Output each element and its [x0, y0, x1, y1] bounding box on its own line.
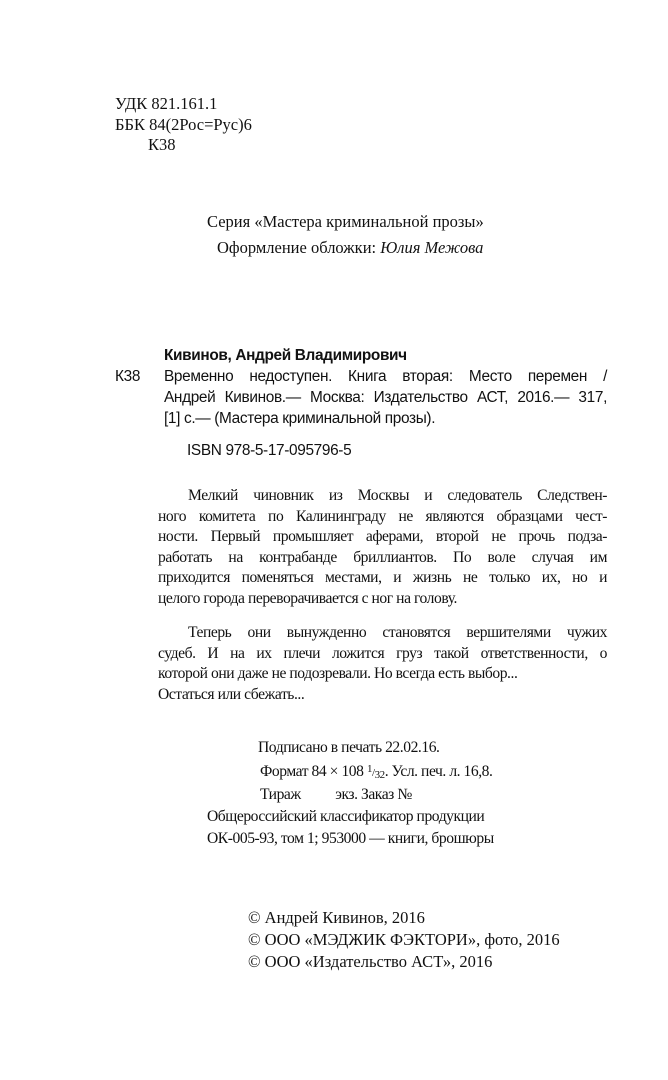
udk-code: УДК 821.161.1 — [115, 94, 218, 113]
annotation-line: Теперь они вынужденно становятся вершителями чужих — [188, 624, 607, 641]
format-slash: / — [372, 766, 375, 779]
cover-label: Оформление обложки: — [217, 237, 381, 257]
annotation-line: Остаться или сбежать... — [158, 685, 305, 703]
print-block — [258, 738, 492, 806]
copyright-line: © ООО «Издательство АСТ», 2016 — [248, 952, 493, 971]
copyright-line: © Андрей Кивинов, 2016 — [248, 908, 425, 927]
bib-line-2: Андрей Кивинов.— Москва: Издательство АСТ, 2016.— 317, — [164, 389, 607, 406]
classification-codes — [115, 94, 252, 156]
format-prefix: Формат 84 × 108 — [260, 762, 367, 780]
annotation-line: Мелкий чиновник из Москвы и следователь Следствен- — [188, 487, 607, 504]
format-suffix: . Усл. печ. л. 16,8. — [384, 762, 493, 780]
bib-entry — [115, 366, 607, 429]
bibliographic-block — [115, 345, 607, 461]
annotation-paragraph-2 — [158, 623, 607, 705]
format-fraction — [366, 762, 385, 781]
format-line — [258, 759, 492, 786]
format-num: 1 — [366, 762, 373, 775]
annotation-line: ного комитета по Калининграду не являются образцами чест- — [158, 507, 607, 525]
series-block — [207, 212, 484, 258]
bib-line-1: Временно недоступен. Книга вторая: Место перемен / — [164, 368, 607, 385]
annotation-line: ности. Первый промышляет аферами, второй не прочь подза- — [158, 528, 607, 545]
cover-artist: Юлия Межова — [380, 237, 484, 257]
classifier-line-2: ОК-005-93, том 1; 953000 — книги, брошюры — [207, 829, 494, 847]
annotation-line: целого города переворачивается с ног на голову. — [158, 589, 457, 607]
copyright-line: © ООО «МЭДЖИК ФЭКТОРИ», фото, 2016 — [248, 930, 560, 949]
print-run: Тираж экз. Заказ № — [260, 786, 412, 803]
bib-text — [164, 366, 607, 429]
copyright-block — [248, 907, 560, 973]
classifier-block — [207, 807, 494, 849]
annotation-line: которой они даже не подозревали. Но всегда есть выбор... — [158, 665, 518, 682]
annotation-line: приходится поменяться местами, и жизнь не только их, но и — [158, 569, 607, 586]
annotation-line: судеб. И на их плечи ложится груз такой ответственности, о — [158, 644, 607, 662]
isbn: ISBN 978-5-17-095796-5 — [187, 442, 352, 459]
bib-author: Кивинов, Андрей Владимирович — [164, 347, 407, 364]
bib-line-3: [1] с.— (Мастера криминальной прозы). — [164, 410, 436, 427]
signed-date: Подписано в печать 22.02.16. — [258, 739, 440, 756]
annotation-paragraph-1 — [158, 486, 607, 609]
annotation-block — [158, 486, 607, 705]
format-den: 32 — [374, 768, 385, 781]
series-line: Серия «Мастера криминальной прозы» — [207, 212, 484, 231]
author-mark-code: К38 — [148, 135, 176, 154]
cover-credit — [207, 238, 484, 259]
bbk-code: ББК 84(2Рос=Рус)6 — [115, 114, 252, 134]
classifier-line-1: Общероссийский классификатор продукции — [207, 808, 485, 825]
bib-mark: К38 — [115, 368, 141, 385]
annotation-line: работать на контрабанде бриллиантов. По воле случая им — [158, 548, 607, 566]
